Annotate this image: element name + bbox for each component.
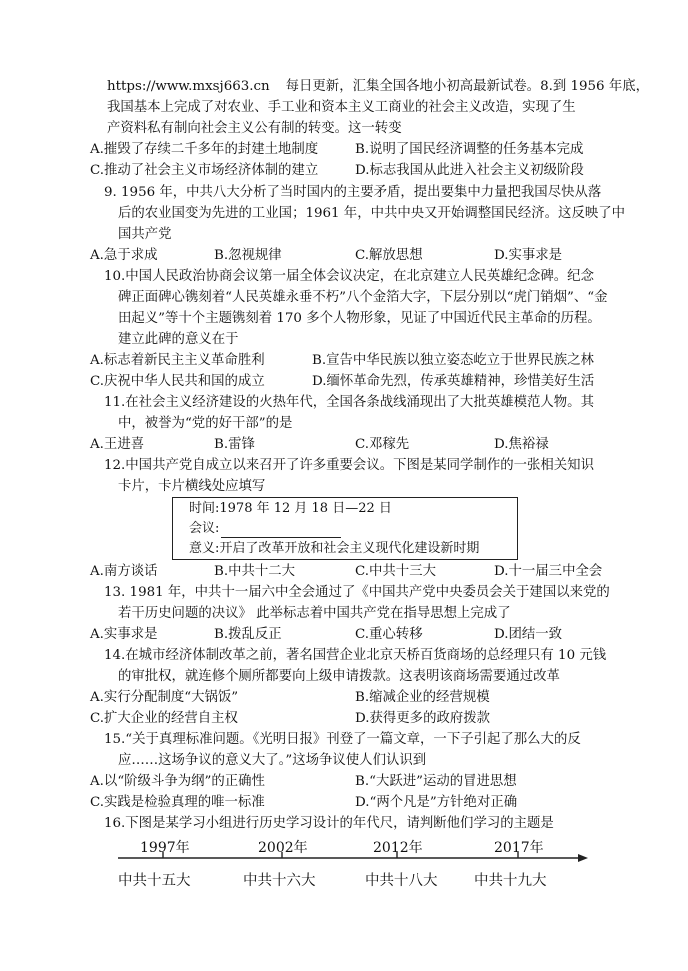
card-meeting: [189, 520, 341, 538]
q15-option-b: B.“大跃进”运动的冒进思想: [355, 774, 517, 789]
q13-line-1: 13. 1981 年，中共十一届六中全会通过了《中国共产党中央委员会关于建国以来党的: [104, 585, 610, 600]
q9-option-a: A.急于求成: [90, 248, 158, 263]
q8-text-1: 8.到 1956 年底，: [540, 79, 649, 94]
q10-option-a: A.标志着新民主主义革命胜利: [90, 353, 265, 368]
q8-option-d: D.标志我国从此进入社会主义初级阶段: [355, 163, 584, 178]
q8-line-3: 产资料私有制向社会主义公有制的转变。这一转变: [107, 121, 402, 136]
knowledge-card: [172, 497, 518, 560]
q13-option-b: B.拨乱反正: [214, 627, 282, 642]
q12-line-1: 12.中国共产党自成立以来召开了许多重要会议。下图是某同学制作的一张相关知识: [104, 458, 594, 473]
timeline-arrow: [578, 854, 588, 862]
q11-line-2: 中，被誉为“党的好干部”的是: [118, 416, 293, 431]
q13-line-2: 若干历史问题的决议》 此举标志着中国共产党在指导思想上完成了: [118, 606, 511, 621]
q12-option-b: B.中共十二大: [214, 564, 296, 579]
q14-line-1: 14.在城市经济体制改革之前，著名国营企业北京天桥百货商场的总经理只有 10 元钱: [104, 648, 607, 663]
q12-option-d: D.十一届三中全会: [494, 564, 603, 579]
q11-option-b: B.雷锋: [214, 437, 255, 452]
q16-line-1: 16.下图是某学习小组进行历史学习设计的年代尺，请判断他们学习的主题是: [104, 816, 554, 831]
q8-line-2: 我国基本上完成了对农业、手工业和资本主义工商业的社会主义改造，实现了生: [107, 100, 576, 115]
card-time: 时间:1978 年 12 月 18 日—22 日: [189, 501, 392, 516]
q13-option-d: D.团结一致: [494, 627, 563, 642]
q14-option-d: D.获得更多的政府拨款: [355, 711, 491, 726]
q9-option-d: D.实事求是: [494, 248, 563, 263]
timeline-label-1: 中共十五大: [118, 873, 191, 889]
timeline-year-2: 2002年: [258, 840, 308, 856]
timeline-year-4: 2017年: [494, 840, 544, 856]
q12-line-2: 卡片，卡片横线处应填写: [118, 479, 266, 494]
q14-line-2: 的审批权，就连修个厕所都要向上级申请拨款。这表明该商场需要通过改革: [118, 669, 560, 684]
q9-line-1: 9. 1956 年，中共八大分析了当时国内的主要矛盾，提出要集中力量把我国尽快从落: [104, 185, 602, 200]
update-notice: 每日更新，汇集全国各地小初高最新试卷。: [285, 79, 541, 94]
q13-option-a: A.实事求是: [90, 627, 158, 642]
q9-option-b: B.忽视规律: [214, 248, 282, 263]
card-meaning: 意义:开启了改革开放和社会主义现代化建设新时期: [189, 541, 480, 556]
q15-line-2: 应……这场争议的意义大了。”这场争议使人们认识到: [118, 753, 427, 768]
era-timeline: [0, 830, 688, 900]
q10-option-c: C.庆祝中华人民共和国的成立: [90, 374, 265, 389]
timeline-label-3: 中共十八大: [365, 873, 438, 889]
q8-option-a: A.摧毁了存续二千多年的封建土地制度: [90, 142, 319, 157]
q12-option-c: C.中共十三大: [355, 564, 436, 579]
q14-option-a: A.实行分配制度“大锅饭”: [90, 690, 239, 705]
card-fill-blank: [221, 524, 341, 538]
q10-line-3: 田起义”等十个主题镌刻着 170 多个人物形象，见证了中国近代民主革命的历程。: [118, 311, 601, 326]
q8-option-c: C.推动了社会主义市场经济体制的建立: [90, 163, 319, 178]
q9-option-c: C.解放思想: [355, 248, 423, 263]
q11-line-1: 11.在社会主义经济建设的火热年代，全国各条战线涌现出了大批英雄模范人物。其: [104, 395, 594, 410]
q11-option-d: D.焦裕禄: [494, 437, 549, 452]
q14-option-b: B.缩减企业的经营规模: [355, 690, 490, 705]
q8-option-b: B.说明了国民经济调整的任务基本完成: [355, 142, 584, 157]
q10-option-b: B.宣告中华民族以独立姿态屹立于世界民族之林: [312, 353, 594, 368]
card-meeting-label: 会议:: [189, 521, 220, 536]
timeline-year-1: 1997年: [140, 840, 190, 856]
source-url: https://www.mxsj663.cn: [107, 79, 270, 94]
q9-line-3: 国共产党: [118, 227, 172, 242]
q10-option-d: D.缅怀革命先烈，传承英雄精神，珍惜美好生活: [312, 374, 595, 389]
q10-line-2: 碑正面碑心镌刻着“人民英雄永垂不朽”八个金箔大字，下层分别以“虎门销烟”、“金: [118, 290, 608, 305]
q15-option-d: D.“两个凡是”方针绝对正确: [355, 795, 518, 810]
q15-option-a: A.以“阶级斗争为纲”的正确性: [90, 774, 265, 789]
q11-option-a: A.王进喜: [90, 437, 145, 452]
q15-option-c: C.实践是检验真理的唯一标准: [90, 795, 265, 810]
timeline-year-3: 2012年: [373, 840, 423, 856]
timeline-label-4: 中共十九大: [474, 873, 547, 889]
q14-option-c: C.扩大企业的经营自主权: [90, 711, 238, 726]
q10-line-4: 建立此碑的意义在于: [118, 332, 239, 347]
timeline-label-2: 中共十六大: [243, 873, 316, 889]
q13-option-c: C.重心转移: [355, 627, 423, 642]
q15-line-1: 15.“关于真理标准问题。《光明日报》刊登了一篇文章，一下子引起了那么大的反: [104, 732, 581, 747]
q12-option-a: A.南方谈话: [90, 564, 158, 579]
q11-option-c: C.邓稼先: [355, 437, 410, 452]
q8-line-1: [107, 78, 649, 96]
q9-line-2: 后的农业国变为先进的工业国；1961 年，中共中央又开始调整国民经济。这反映了中: [118, 206, 626, 221]
timeline-axis: [0, 830, 688, 900]
q10-line-1: 10.中国人民政治协商会议第一届全体会议决定，在北京建立人民英雄纪念碑。纪念: [104, 269, 594, 284]
